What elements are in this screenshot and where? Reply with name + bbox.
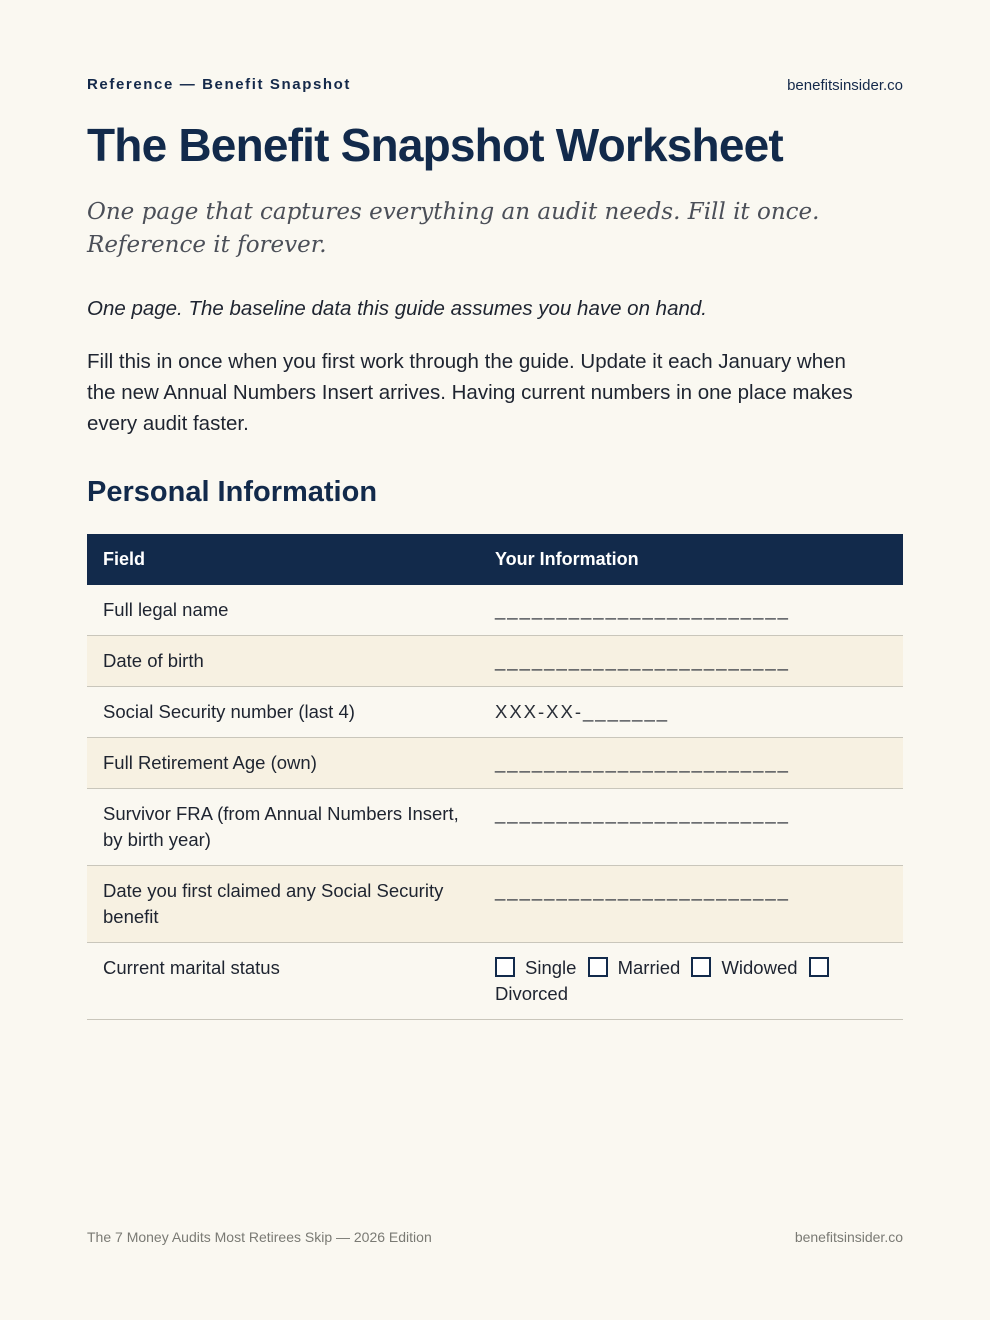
lead-text: One page. The baseline data this guide assumes you have on hand.	[87, 297, 707, 320]
fill-in-blank[interactable]: ________________________	[479, 738, 903, 789]
checkbox-divorced[interactable]	[809, 957, 829, 977]
fill-in-blank[interactable]: ________________________	[479, 866, 903, 943]
fill-in-blank[interactable]: ________________________	[479, 585, 903, 636]
table-row	[87, 866, 903, 943]
field-label: Current marital status	[87, 943, 479, 1020]
subtitle: One page that captures everything an audit needs. Fill it once. Reference it forever.	[87, 199, 820, 258]
eyebrow-label: Reference — Benefit Snapshot	[87, 76, 352, 93]
fill-in-blank[interactable]: XXX-XX-_______	[479, 687, 903, 738]
footer-edition: The 7 Money Audits Most Retirees Skip — 2026 Edition	[87, 1229, 432, 1245]
option-label-married: Married	[617, 957, 681, 978]
page-header	[87, 76, 903, 98]
marital-status-options	[479, 943, 903, 1020]
column-header-field: Field	[87, 534, 479, 585]
table-row	[87, 585, 903, 636]
personal-info-table	[87, 534, 903, 1020]
checkbox-widowed[interactable]	[691, 957, 711, 977]
footer-site: benefitsinsider.co	[794, 1229, 903, 1245]
field-label: Survivor FRA (from Annual Numbers Insert, by birth year)	[87, 789, 479, 866]
field-label: Date of birth	[87, 636, 479, 687]
option-label-divorced: Divorced	[495, 983, 568, 1004]
site-name: benefitsinsider.co	[787, 77, 903, 94]
column-header-info: Your Information	[479, 534, 903, 585]
field-label: Full Retirement Age (own)	[87, 738, 479, 789]
field-label: Date you first claimed any Social Security benefit	[87, 866, 479, 943]
table-row	[87, 738, 903, 789]
section-title: Personal Information	[87, 476, 378, 508]
option-label-widowed: Widowed	[721, 957, 798, 978]
page-title: The Benefit Snapshot Worksheet	[87, 119, 783, 171]
table-row	[87, 687, 903, 738]
page	[87, 0, 903, 1320]
checkbox-married[interactable]	[588, 957, 608, 977]
table-header-row	[87, 534, 903, 585]
fill-in-blank[interactable]: ________________________	[479, 636, 903, 687]
fill-in-blank[interactable]: ________________________	[479, 789, 903, 866]
checkbox-single[interactable]	[495, 957, 515, 977]
table-row	[87, 636, 903, 687]
option-label-single: Single	[525, 957, 577, 978]
table-row	[87, 943, 903, 1020]
body-paragraph: Fill this in once when you first work through the guide. Update it each January when the new Annual Numbers Insert arrives. Having current numbers in one place makes every audit faster.	[87, 350, 853, 435]
field-label: Social Security number (last 4)	[87, 687, 479, 738]
table-row	[87, 789, 903, 866]
field-label: Full legal name	[87, 585, 479, 636]
